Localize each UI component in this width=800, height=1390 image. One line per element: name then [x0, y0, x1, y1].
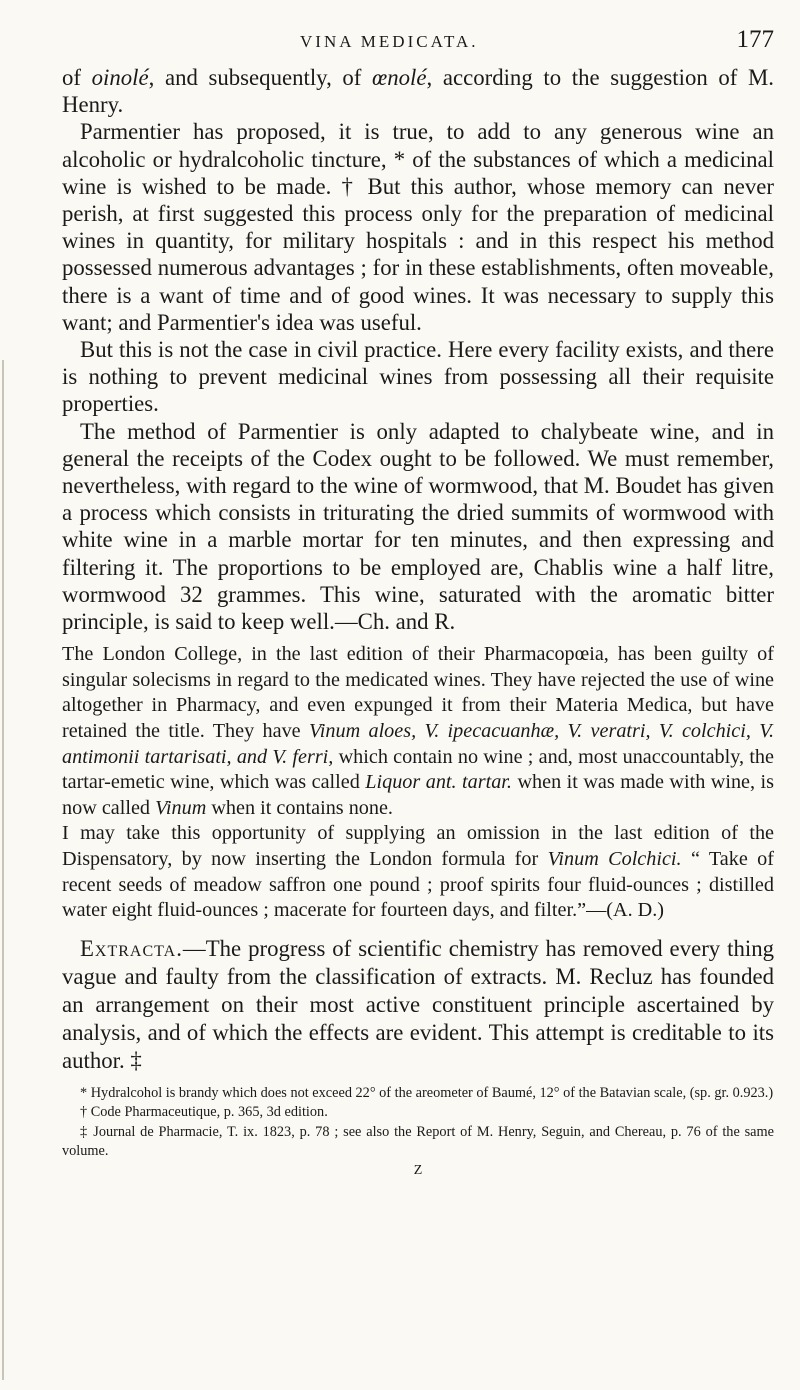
page-number: 177	[736, 26, 774, 53]
page	[62, 26, 774, 1179]
paragraph: Extracta.—The progress of scientific chemistry has removed every thing vague and faulty from the classification of extracts. M. Recluz has founded an arrangement on their most active constituent principle ascertained by analysis, and of which the effects are evident. This attempt is creditable to its author. ‡	[62, 935, 774, 1073]
footnote: ‡ Journal de Pharmacie, T. ix. 1823, p. 78 ; see also the Report of M. Henry, Seguin, and Chereau, p. 76 of the same volume.	[62, 1123, 774, 1160]
signature-mark: Z	[413, 1162, 423, 1178]
paragraph: The London College, in the last edition of their Pharmacopœia, has been guilty of singular solecisms in regard to the medicated wines. They have rejected the use of wine altogether in Pharmacy, and even expunged it from their Materia Medica, but have retained the title. They have Vinum aloes, V. ipecacuanhæ, V. veratri, V. colchici, V. antimonii tartarisati, and V. ferri, which contain no wine ; and, most unaccountably, the tartar-emetic wine, which was called Liquor ant. tartar. when it was made with wine, is now called Vinum when it contains none.	[62, 643, 774, 819]
running-head	[62, 26, 774, 64]
section-heading: Extracta.	[80, 935, 183, 961]
paragraph: Parmentier has proposed, it is true, to add to any generous wine an alcoholic or hydralcoholic tincture, * of the substances of which a medicinal wine is wished to be made. † But this author, whose memory can never perish, at first suggested this process only for the preparation of medicinal wines in quantity, for military hospitals : and in this respect his method possessed numerous advantages ; for in these establishments, often moveable, there is a want of time and of good wines. It was necessary to supply this want; and Parmentier's idea was useful.	[62, 119, 774, 335]
extracta-section	[62, 935, 774, 1075]
running-title: VINA MEDICATA.	[300, 32, 479, 51]
paragraph: But this is not the case in civil practice. Here every facility exists, and there is nothing to prevent medicinal wines from possessing all their requisite properties.	[62, 337, 774, 417]
paragraph: of oinolé, and subsequently, of œnolé, according to the suggestion of M. Henry.	[62, 65, 774, 118]
footnotes	[62, 1084, 774, 1179]
footnote: * Hydralcohol is brandy which does not exceed 22° of the areometer of Baumé, 12° of the Batavian scale, (sp. gr. 0.923.)	[80, 1084, 774, 1101]
footnote: † Code Pharmaceutique, p. 365, 3d edition.	[80, 1104, 328, 1121]
paragraph: The method of Parmentier is only adapted to chalybeate wine, and in general the receipts of the Codex ought to be followed. We must remember, nevertheless, with regard to the wine of wormwood, that M. Boudet has given a process which consists in triturating the dried summits of wormwood with white wine in a marble mortar for ten minutes, and then expressing and filtering it. The proportions to be employed are, Chablis wine a half litre, wormwood 32 grammes. This wine, saturated with the aromatic bitter principle, is said to keep well.—Ch. and R.	[62, 418, 774, 635]
editor-commentary	[62, 642, 774, 924]
paragraph: I may take this opportunity of supplying an omission in the last edition of the Dispensatory, by now inserting the London formula for Vinum Colchici. “ Take of recent seeds of meadow saffron one pound ; proof spirits four fluid-ounces ; distilled water eight fluid-ounces ; macerate for fourteen days, and filter.”—(A. D.)	[62, 822, 774, 922]
main-text	[62, 64, 774, 635]
page-edge-shadow	[2, 360, 4, 1380]
